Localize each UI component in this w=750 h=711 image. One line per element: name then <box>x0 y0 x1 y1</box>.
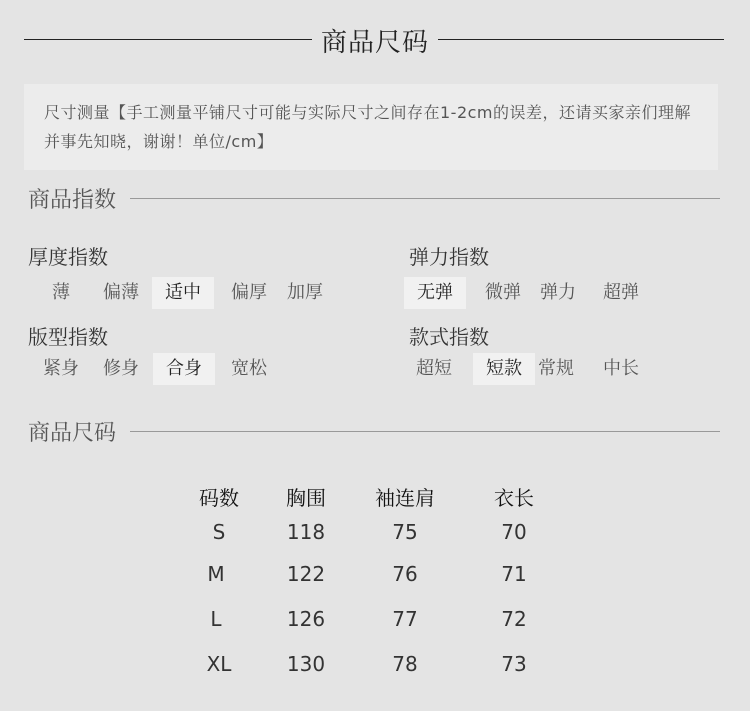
table-cell: 78 <box>392 652 418 676</box>
page-header <box>24 18 724 62</box>
table-header: 袖连肩 <box>375 486 435 510</box>
title-divider-left <box>24 39 312 40</box>
style-option: 中长 <box>603 358 639 379</box>
table-cell: 70 <box>501 520 527 544</box>
page-title: 商品尺码 <box>320 28 429 58</box>
section-divider <box>130 198 720 199</box>
section-title-size: 商品尺码 <box>28 421 117 446</box>
table-cell: L <box>210 607 222 631</box>
fit-index-title: 版型指数 <box>28 325 108 349</box>
section-header-size <box>28 416 718 446</box>
title-divider-right <box>438 39 724 40</box>
table-cell: XL <box>206 652 232 676</box>
elasticity-index-title: 弹力指数 <box>409 245 489 269</box>
table-cell: 73 <box>501 652 527 676</box>
thickness-option: 薄 <box>52 282 70 303</box>
measurement-note-text: 尺寸测量【手工测量平铺尺寸可能与实际尺寸之间存在1-2cm的误差，还请买家亲们理解并事先知晓，谢谢！单位/cm】 <box>44 103 692 151</box>
fit-option: 修身 <box>103 358 139 379</box>
thickness-option: 加厚 <box>287 282 323 303</box>
table-cell: 126 <box>286 607 326 631</box>
table-cell: 77 <box>392 607 418 631</box>
measurement-note <box>24 84 718 170</box>
thickness-option: 偏薄 <box>103 282 139 303</box>
style-index-title: 款式指数 <box>409 325 489 349</box>
fit-option: 宽松 <box>231 358 267 379</box>
table-header: 码数 <box>199 486 239 510</box>
elasticity-option: 微弹 <box>485 282 521 303</box>
section-divider <box>130 431 720 432</box>
table-cell: S <box>212 520 226 544</box>
thickness-index-title: 厚度指数 <box>28 245 108 269</box>
style-option: 超短 <box>416 358 452 379</box>
elasticity-option: 超弹 <box>603 282 639 303</box>
table-cell: 75 <box>392 520 418 544</box>
table-header: 胸围 <box>286 486 326 510</box>
elasticity-option: 弹力 <box>540 282 576 303</box>
table-cell: 71 <box>501 562 527 586</box>
table-cell: 76 <box>392 562 418 586</box>
table-header: 衣长 <box>494 486 534 510</box>
fit-option-selected: 合身 <box>153 353 215 385</box>
fit-option: 紧身 <box>43 358 79 379</box>
table-cell: 130 <box>286 652 326 676</box>
section-title-index: 商品指数 <box>28 188 117 213</box>
elasticity-option-selected: 无弹 <box>404 277 466 309</box>
section-header-index <box>28 183 718 213</box>
table-cell: 118 <box>286 520 326 544</box>
style-option: 常规 <box>538 358 574 379</box>
table-cell: 122 <box>286 562 326 586</box>
style-option-selected: 短款 <box>473 353 535 385</box>
thickness-option: 偏厚 <box>231 282 267 303</box>
thickness-option-selected: 适中 <box>152 277 214 309</box>
table-cell: 72 <box>501 607 527 631</box>
table-cell: M <box>207 562 225 586</box>
